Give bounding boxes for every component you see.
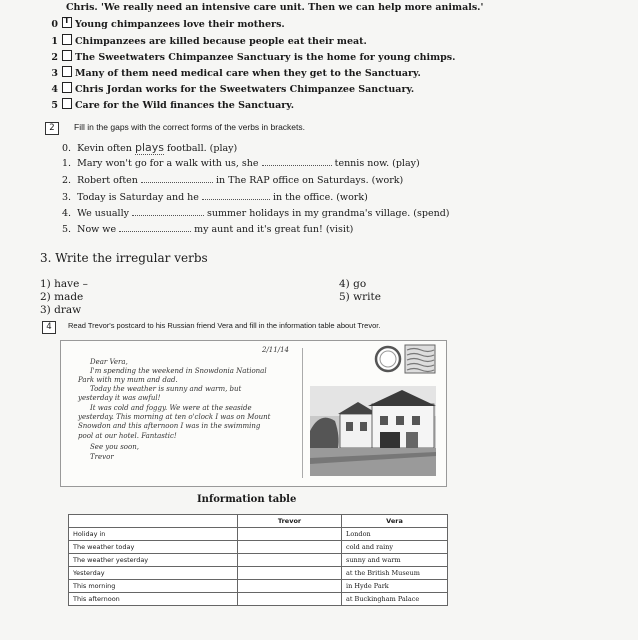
postcard-line: I'm spending the weekend in Snowdonia National [90,367,267,375]
hotel-photo [310,386,436,476]
answer-checkbox[interactable] [62,50,72,61]
table-row [69,580,448,593]
answer-checkbox[interactable] [62,82,72,93]
trevor-cell[interactable] [238,567,342,580]
handwritten-answer: plays [134,141,164,154]
list-item: 4 Chris Jordan works for the Sweetwaters Chimpanzee Sanctuary. [51,84,415,95]
gap-input[interactable] [132,215,204,216]
verb-item: 5) write [339,291,381,303]
postcard-line: Today the weather is sunny and warm, but [90,385,242,393]
vera-cell: in Hyde Park [342,580,448,593]
table-header: Vera [342,515,448,528]
table-row [69,528,448,541]
gap-input[interactable] [119,231,191,232]
postcard-line: Park with my mum and dad. [78,376,178,384]
verb-item: 1) have – [40,278,88,290]
hotel-building-icon [310,386,436,476]
table-row [69,554,448,567]
row-label: This afternoon [69,593,238,606]
section2-instruction: Fill in the gaps with the correct forms of the verbs in brackets. [74,122,306,132]
table-header: Trevor [238,515,342,528]
trevor-cell[interactable] [238,554,342,567]
postmark-stamp-icon [372,342,438,378]
table-title: Information table [197,494,297,505]
section-number-2: 2 [45,122,59,135]
trevor-cell[interactable] [238,580,342,593]
row-label: Holiday in [69,528,238,541]
postcard-divider [302,348,303,478]
gap-item-2: 2. Robert often in The RAP office on Saturdays. (work) [62,175,404,186]
verb-item: 4) go [339,278,367,290]
verb-item: 2) made [40,291,84,303]
list-item: 2 The Sweetwaters Chimpanzee Sanctuary is the home for young chimps. [51,52,456,63]
table-header [69,515,238,528]
row-label: The weather today [69,541,238,554]
postcard-line: yesterday. This morning at ten o'clock I was on Mount [78,413,271,421]
postcard-line: Snowdon and this afternoon I was in the swimming [78,422,261,430]
answer-checkbox[interactable] [62,17,72,28]
vera-cell: cold and rainy [342,541,448,554]
list-item: 1 Chimpanzees are killed because people eat their meat. [51,36,367,47]
vera-cell: London [342,528,448,541]
gap-item-3: 3. Today is Saturday and he in the office. (work) [62,192,368,203]
gap-item-0: 0. Kevin often plays football. (play) [62,141,238,154]
postcard-line: Dear Vera, [90,358,128,366]
gap-input[interactable] [262,165,332,166]
gap-input[interactable] [202,199,270,200]
list-item: 0T Young chimpanzees love their mothers. [36,17,285,30]
answer-checkbox[interactable] [62,66,72,77]
list-item: 3 Many of them need medical care when they get to the Sanctuary. [51,68,421,79]
gap-item-4: 4. We usually summer holidays in my grandma's village. (spend) [62,208,450,219]
list-item: 5 Care for the Wild finances the Sanctuary. [51,100,295,111]
postcard-line: It was cold and foggy. We were at the seaside [90,404,252,412]
table-row [69,541,448,554]
table-header-row [69,515,448,528]
trevor-cell[interactable] [238,541,342,554]
vera-cell: at the British Museum [342,567,448,580]
section4-instruction: Read Trevor's postcard to his Russian friend Vera and fill in the information table about Trevor. [68,321,381,330]
row-label: Yesterday [69,567,238,580]
postcard-date: 2/11/14 [262,346,289,354]
table-row [69,567,448,580]
gap-item-1: 1. Mary won't go for a walk with us, she tennis now. (play) [62,158,420,169]
trevor-cell[interactable] [238,528,342,541]
intro-line: Chris. 'We really need an intensive care unit. Then we can help more animals.' [66,2,484,13]
section-number-4: 4 [42,321,56,334]
table-row [69,593,448,606]
row-label: The weather yesterday [69,554,238,567]
vera-cell: at Buckingham Palace [342,593,448,606]
gap-input[interactable] [141,182,213,183]
postcard-line: See you soon, [90,443,139,451]
postcard-line: pool at our hotel. Fantastic! [78,432,177,440]
row-label: This morning [69,580,238,593]
postcard-signature: Trevor [90,453,114,461]
vera-cell: sunny and warm [342,554,448,567]
verb-item: 3) draw [40,304,82,316]
postcard-line: yesterday it was awful! [78,394,161,402]
information-table [68,514,448,606]
section3-title: 3. Write the irregular verbs [40,251,208,265]
trevor-cell[interactable] [238,593,342,606]
answer-checkbox[interactable] [62,34,72,45]
gap-item-5: 5. Now we my aunt and it's great fun! (visit) [62,224,354,235]
answer-checkbox[interactable] [62,98,72,109]
